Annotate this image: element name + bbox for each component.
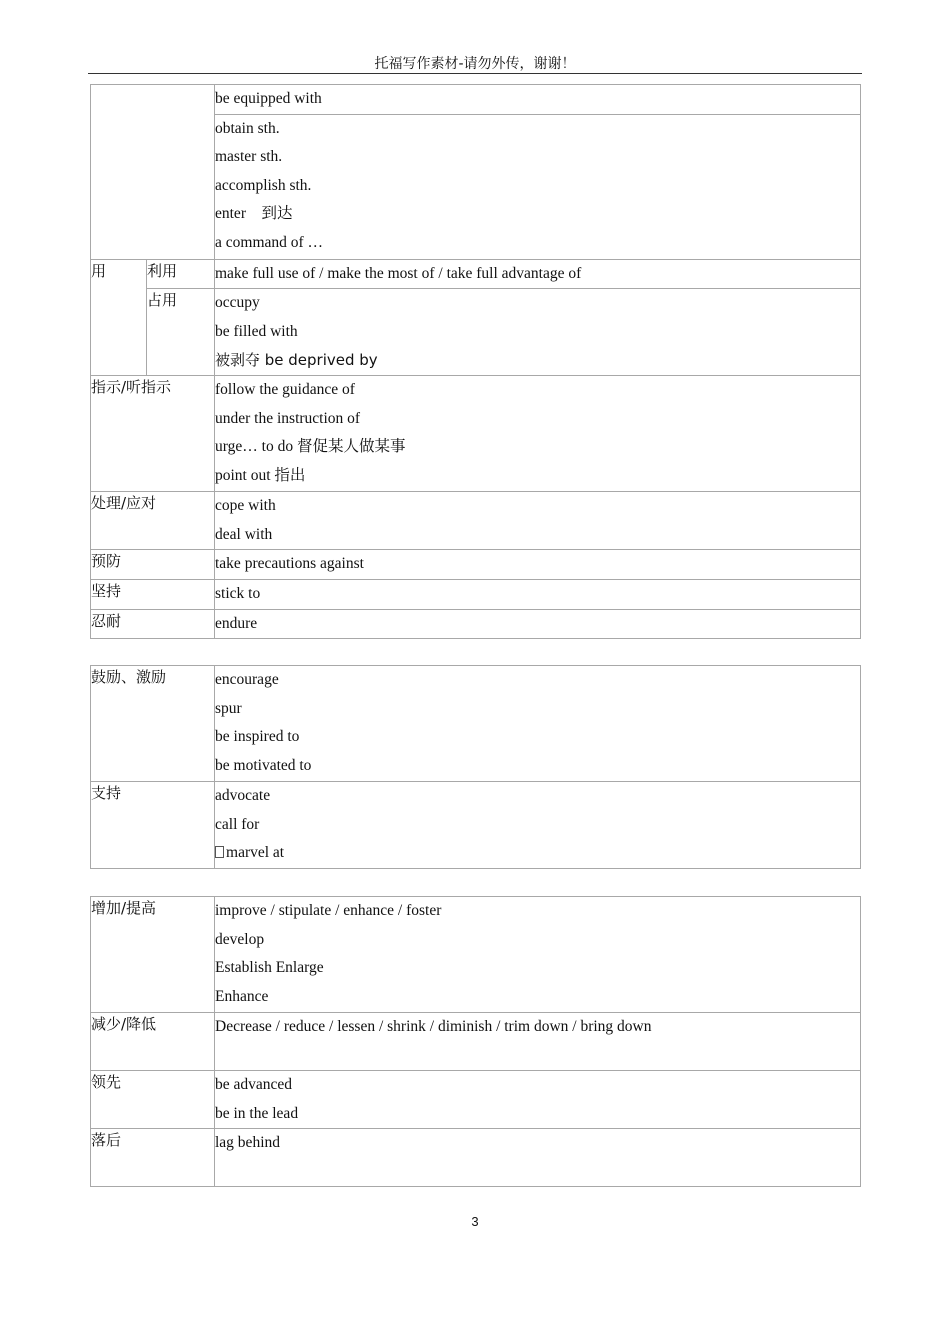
phrase-cell [215,550,861,580]
table-row [91,376,861,492]
phrase: accomplish sth. [215,176,312,194]
table-row [91,550,861,580]
phrase: a command of … [215,233,324,251]
phrase: enter 到达 [215,205,293,223]
phrase: deal with [215,525,273,543]
category-label: 增加/提高 [91,897,215,1013]
category-label: 落后 [91,1129,215,1187]
category-label: 坚持 [91,579,215,609]
phrase-cell [215,289,861,376]
category-label: 鼓励、激励 [91,666,215,782]
phrase: follow the guidance of [215,381,355,399]
category-label: 预防 [91,550,215,580]
phrase-with-missing-glyph [215,839,860,868]
phrase-cell [215,1129,861,1187]
phrase: marvel at [226,844,285,862]
category-label: 处理/应对 [91,492,215,550]
phrase: occupy [215,294,260,312]
phrase-cell [215,609,861,639]
phrase-cell [215,259,861,289]
table-row [91,492,861,550]
subcategory-label: 占用 [147,289,215,376]
phrase: cope with [215,497,276,515]
table-row [91,609,861,639]
phrase-cell [215,579,861,609]
table-row [91,85,861,115]
phrase: advocate [215,787,271,804]
phrase: 被剥夺 be deprived by [215,351,378,370]
phrase: take precautions against [215,555,364,573]
table-row [91,782,861,869]
phrase-cell [215,666,861,782]
category-label: 领先 [91,1071,215,1129]
table-row [91,579,861,609]
vocab-table-2 [90,665,861,869]
table-row [91,259,861,289]
table-row [91,897,861,1013]
phrase: be advanced [215,1076,293,1093]
phrase: stick to [215,584,261,602]
phrase: endure [215,614,258,632]
phrase-cell [215,114,861,259]
missing-glyph-box-icon [215,846,224,858]
phrase: be motivated to [215,756,312,774]
phrase: be in the lead [215,1104,299,1122]
table-row [91,289,861,376]
vocab-table-1 [90,84,861,639]
table-row [91,1013,861,1071]
page-number: 3 [471,1214,479,1229]
phrase-cell [215,782,861,869]
phrase: master sth. [215,148,283,166]
category-cell [91,85,215,260]
category-label: 用 [91,259,147,376]
phrase: be equipped with [215,90,322,107]
subcategory-label: 利用 [147,259,215,289]
phrase: spur [215,699,242,717]
table-row [91,1129,861,1187]
phrase: lag behind [215,1134,280,1152]
phrase: be filled with [215,322,298,340]
phrase-cell [215,376,861,492]
category-label: 指示/听指示 [91,376,215,492]
phrase: make full use of / make the most of / take full advantage of [215,264,582,282]
phrase: be inspired to [215,728,300,746]
category-label: 减少/降低 [91,1013,215,1071]
vocab-table-3 [90,896,861,1187]
phrase-cell [215,1013,861,1071]
category-label: 支持 [91,782,215,869]
phrase-cell [215,1071,861,1129]
phrase-cell [215,492,861,550]
phrase: urge… to do 督促某人做某事 [215,438,406,456]
phrase: develop [215,930,265,948]
phrase: Enhance [215,987,269,1005]
phrase: encourage [215,671,279,688]
phrase: obtain sth. [215,119,280,137]
table-row [91,666,861,782]
table-row [91,1071,861,1129]
phrase-cell [215,85,861,115]
category-label: 忍耐 [91,609,215,639]
phrase: call for [215,815,260,833]
phrase-cell [215,897,861,1013]
phrase: point out 指出 [215,466,306,484]
phrase: under the instruction of [215,409,361,427]
phrase: Establish Enlarge [215,959,324,977]
page-header: 托福写作素材-请勿外传，谢谢！ [88,55,862,74]
phrase: improve / stipulate / enhance / foster [215,902,442,919]
phrase: Decrease / reduce / lessen / shrink / diminish / trim down / bring down [215,1018,652,1035]
